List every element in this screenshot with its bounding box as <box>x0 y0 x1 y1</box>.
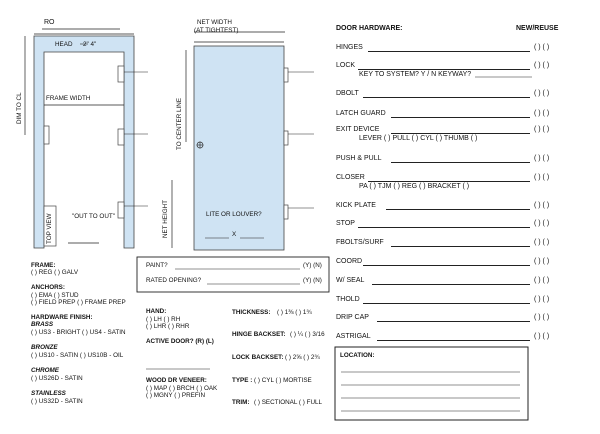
new-reuse-checkboxes[interactable]: ( ) ( ) <box>534 239 550 246</box>
new-reuse-checkboxes[interactable]: ( ) ( ) <box>534 333 550 340</box>
anchors-line2[interactable]: ( ) FIELD PREP ( ) FRAME PREP <box>31 299 126 306</box>
veneer-line1[interactable]: ( ) MAP ( ) BRCH ( ) OAK <box>146 385 218 392</box>
stainless-label: STAINLESS <box>31 390 66 397</box>
head-dims: 2" 4" <box>83 41 97 48</box>
at-tightest-label: (AT TIGHTEST) <box>194 27 239 34</box>
hardware-item-subline[interactable]: LEVER ( ) PULL ( ) CYL ( ) THUMB ( ) <box>359 135 478 142</box>
new-reuse-checkboxes[interactable]: ( ) ( ) <box>534 44 550 51</box>
brass-label: BRASS <box>31 321 54 328</box>
new-reuse-checkboxes[interactable]: ( ) ( ) <box>534 126 550 133</box>
trim-label: TRIM: <box>232 399 250 406</box>
hardware-item-line[interactable] <box>386 209 530 210</box>
door-hinge-3 <box>284 205 288 219</box>
thickness-label: THICKNESS: <box>232 309 271 316</box>
hand-line1[interactable]: ( ) LH ( ) RH <box>146 316 181 323</box>
lite-x-label: X <box>232 231 237 238</box>
hardware-item-line[interactable] <box>377 340 530 341</box>
hardware-item-line[interactable] <box>363 97 530 98</box>
hardware-item-label: HINGES <box>336 44 363 51</box>
rated-label: RATED OPENING? <box>146 277 202 284</box>
new-reuse-checkboxes[interactable]: ( ) ( ) <box>534 110 550 117</box>
hand-title: HAND: <box>146 308 167 315</box>
hardware-item-line[interactable] <box>391 133 530 134</box>
dim-to-cl-label: DIM TO CL <box>16 92 23 124</box>
net-width-label: NET WIDTH <box>197 19 232 26</box>
stainless-opts[interactable]: ( ) US32D - SATIN <box>31 398 83 405</box>
location-label: LOCATION: <box>340 352 375 359</box>
hardware-item-label: KICK PLATE <box>336 202 376 209</box>
anchors-line1[interactable]: ( ) EMA ( ) STUD <box>31 292 79 299</box>
hardware-item-line[interactable] <box>363 265 530 266</box>
hardware-item-line[interactable] <box>358 227 530 228</box>
trim-opts[interactable]: ( ) SECTIONAL ( ) FULL <box>254 399 322 406</box>
new-reuse-checkboxes[interactable]: ( ) ( ) <box>534 62 550 69</box>
type-opts[interactable]: ( ) CYL ( ) MORTISE <box>254 377 312 384</box>
hardware-item-label: LOCK <box>336 62 356 69</box>
new-reuse-checkboxes[interactable]: ( ) ( ) <box>534 277 550 284</box>
anchors-title: ANCHORS: <box>31 284 65 291</box>
veneer-line2[interactable]: ( ) MGNY ( ) PREFIN <box>146 392 206 399</box>
hardware-item-subline[interactable]: PA ( ) TJM ( ) REG ( ) BRACKET ( ) <box>359 183 470 190</box>
bronze-opts[interactable]: ( ) US10 - SATIN ( ) US10B - OIL <box>31 352 124 359</box>
hand-line2[interactable]: ( ) LHR ( ) RHR <box>146 323 190 330</box>
thickness-opts[interactable]: ( ) 1⅜ ( ) 1¾ <box>277 309 312 316</box>
new-reuse-checkboxes[interactable]: ( ) ( ) <box>534 90 550 97</box>
hardware-item-label: STOP <box>336 220 355 227</box>
new-reuse-checkboxes[interactable]: ( ) ( ) <box>534 202 550 209</box>
out-to-out-label: "OUT TO OUT" <box>72 213 115 220</box>
hardware-item-line[interactable] <box>391 246 530 247</box>
hardware-item-subline[interactable]: KEY TO SYSTEM? Y / N KEYWAY? <box>359 71 472 78</box>
new-reuse-checkboxes[interactable]: ( ) ( ) <box>534 174 550 181</box>
hardware-item-label: LATCH GUARD <box>336 110 386 117</box>
hinge-backset-opts[interactable]: ( ) ¼ ( ) 3/16 <box>290 331 325 338</box>
door-panel <box>194 46 284 250</box>
hardware-title: DOOR HARDWARE: <box>336 25 403 32</box>
hardware-item-label: FBOLTS/SURF <box>336 239 384 246</box>
hardware-item-line[interactable] <box>368 51 530 52</box>
hardware-item-line[interactable] <box>372 284 530 285</box>
hardware-item-label: EXIT DEVICE <box>336 126 380 133</box>
ro-label: RO <box>44 19 55 26</box>
frame-strike-notch <box>44 126 49 144</box>
new-reuse-checkboxes[interactable]: ( ) ( ) <box>534 258 550 265</box>
bronze-label: BRONZE <box>31 344 58 351</box>
frame-opts[interactable]: ( ) REG ( ) GALV <box>31 269 79 276</box>
hinge-backset-label: HINGE BACKSET: <box>232 331 286 338</box>
paint-choice[interactable]: (Y) (N) <box>303 262 322 269</box>
hardware-item-line[interactable] <box>363 303 530 304</box>
hardware-item-line[interactable] <box>368 181 530 182</box>
hardware-item-label: DRIP CAP <box>336 314 369 321</box>
chrome-opts[interactable]: ( ) US26D - SATIN <box>31 375 83 382</box>
top-view-label: TOP VIEW <box>46 213 53 244</box>
head-label: HEAD <box>55 41 73 48</box>
frame-hinge-notch-3 <box>118 202 124 218</box>
new-reuse-header: NEW/REUSE <box>516 25 559 32</box>
finish-title: HARDWARE FINISH: <box>31 314 93 321</box>
hardware-item-label: W/ SEAL <box>336 277 365 284</box>
hardware-item-label: CLOSER <box>336 174 365 181</box>
hardware-item-line[interactable] <box>358 69 530 70</box>
net-height-label: NET HEIGHT <box>162 199 169 238</box>
new-reuse-checkboxes[interactable]: ( ) ( ) <box>534 220 550 227</box>
lite-label: LITE OR LOUVER? <box>206 211 262 218</box>
door-hinge-1 <box>284 68 288 82</box>
new-reuse-checkboxes[interactable]: ( ) ( ) <box>534 155 550 162</box>
new-reuse-checkboxes[interactable]: ( ) ( ) <box>534 314 550 321</box>
paint-label: PAINT? <box>146 262 168 269</box>
hardware-item-label: COORD <box>336 258 363 265</box>
type-label: TYPE : <box>232 377 253 384</box>
frame-title: FRAME: <box>31 262 56 269</box>
brass-opts[interactable]: ( ) US3 - BRIGHT ( ) US4 - SATIN <box>31 329 126 336</box>
lock-backset-opts[interactable]: ( ) 2⅝ ( ) 2¾ <box>285 354 320 361</box>
hardware-item-label: THOLD <box>336 296 360 303</box>
frame-hinge-notch-1 <box>118 66 124 82</box>
hardware-item-label: DBOLT <box>336 90 359 97</box>
veneer-title: WOOD DR VENEER: <box>146 377 207 384</box>
door-hinge-2 <box>284 131 288 145</box>
chrome-label: CHROME <box>31 367 59 374</box>
rated-choice[interactable]: (Y) (N) <box>303 277 322 284</box>
hardware-item-label: ASTRIGAL <box>336 333 371 340</box>
new-reuse-checkboxes[interactable]: ( ) ( ) <box>534 296 550 303</box>
frame-width-label: FRAME WIDTH <box>46 95 91 102</box>
hardware-item-label: PUSH & PULL <box>336 155 382 162</box>
lock-backset-label: LOCK BACKSET: <box>232 354 284 361</box>
active-door[interactable]: ACTIVE DOOR? (R) (L) <box>146 338 214 345</box>
to-center-line-label: TO CENTER LINE <box>176 97 183 150</box>
frame-hinge-notch-2 <box>118 129 124 145</box>
hardware-item-line[interactable] <box>391 162 530 163</box>
hardware-item-line[interactable] <box>377 321 530 322</box>
hardware-item-line[interactable] <box>391 117 530 118</box>
